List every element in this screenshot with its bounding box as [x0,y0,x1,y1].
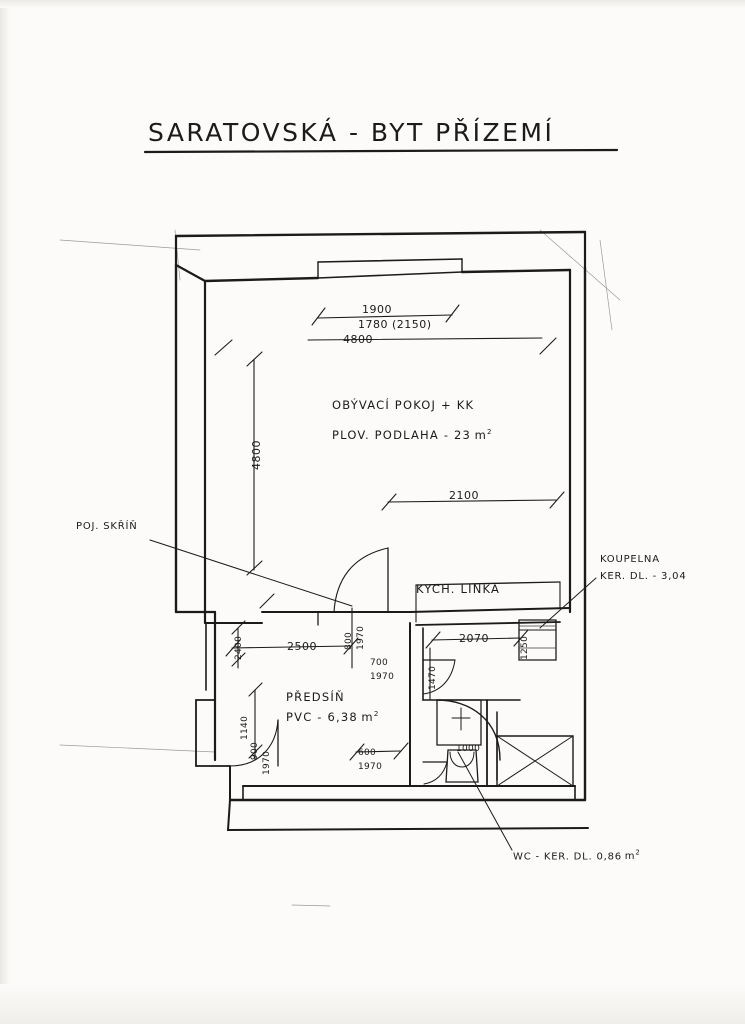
dimension-4800-left: 4800 [250,440,263,470]
room-label-hall: PŘEDSÍŇ [286,690,345,704]
dimension-1780: 1780 (2150) [358,318,432,331]
dimension-1970-b: 1970 [370,672,395,682]
room-floor-living-text: PLOV. PODLAHA - 23 [332,428,472,442]
dimension-700: 700 [370,658,389,668]
room-floor-hall [286,710,379,724]
callout-wc [513,849,641,862]
callout-bathroom-floor: KER. DL. - 3,04 [600,571,687,582]
unit-m2: $m^2$ [471,428,493,442]
dimension-600: 600 [358,748,377,758]
page-title: SARATOVSKÁ - BYT PŘÍZEMÍ [148,118,555,147]
callout-wc-text: WC - KER. DL. 0,86 [513,851,622,863]
dimension-1000: 1000 [456,744,481,754]
dimension-1250: 1250 [520,635,530,660]
dimension-4800-top: 4800 [343,333,373,346]
room-floor-hall-text: PVC - 6,38 [286,710,358,724]
dimension-2500: 2500 [287,640,317,653]
room-floor-living [332,428,493,442]
room-label-kitchen: KYCH. LINKA [416,582,501,596]
unit-m2-hall: $m^2$ [357,710,380,724]
dimension-800: 800 [344,631,354,650]
dimension-2400: 2400 [234,635,244,660]
dimension-1970-d: 1970 [262,750,272,775]
dimension-1970-a: 1970 [356,625,366,650]
dimension-900: 900 [250,741,260,760]
dimension-1470: 1470 [428,665,438,690]
dimension-1970-c: 1970 [358,762,383,772]
dimension-2100: 2100 [449,489,479,502]
callout-meter-cabinet: POJ. SKŘÍŇ [76,521,138,532]
dimension-1140: 1140 [240,715,250,740]
dimension-1900: 1900 [362,303,392,316]
dimension-2070: 2070 [459,632,489,645]
room-label-living: OBÝVACÍ POKOJ + KK [332,398,475,412]
callout-bathroom: KOUPELNA [600,554,660,565]
unit-m2-wc: $m^2$ [621,849,641,863]
